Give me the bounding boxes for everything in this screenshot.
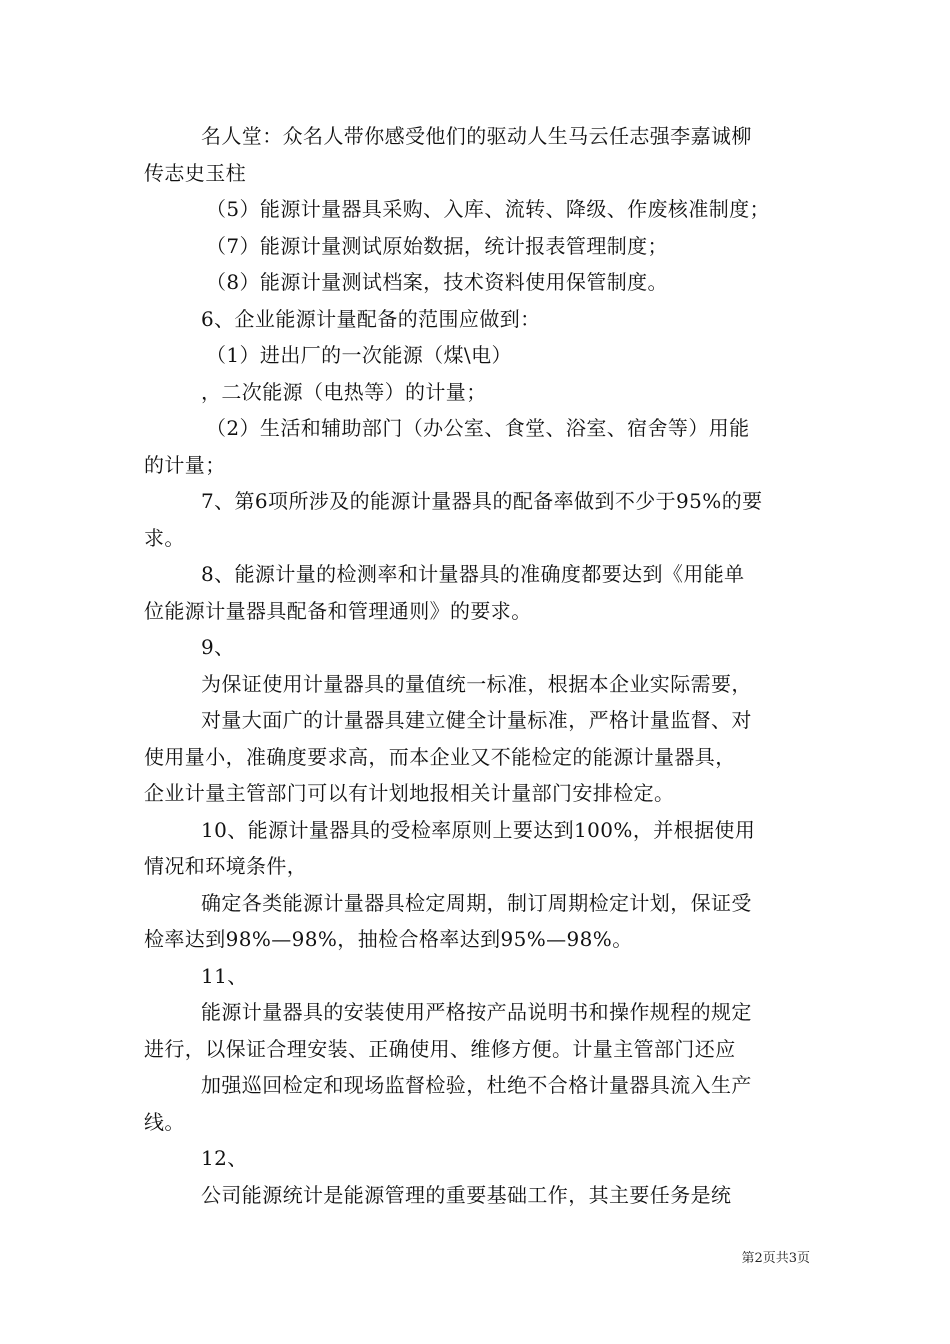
paragraph-line: 公司能源统计是能源管理的重要基础工作，其主要任务是统 xyxy=(201,1182,732,1207)
paragraph-line: 6、企业能源计量配备的范围应做到： xyxy=(201,306,541,331)
paragraph-line: 的计量； xyxy=(144,452,226,477)
paragraph-line: 加强巡回检定和现场监督检验，杜绝不合格计量器具流入生产 xyxy=(201,1073,752,1097)
paragraph-line: （5）能源计量器具采购、入库、流转、降级、作废核准制度； xyxy=(206,197,770,221)
document-body xyxy=(144,118,814,1213)
paragraph-line: 对量大面广的计量器具建立健全计量标准，严格计量监督、对 xyxy=(201,708,752,732)
paragraph-line: 能源计量器具的安装使用严格按产品说明书和操作规程的规定 xyxy=(201,1000,752,1024)
page-number-footer: 第2页共3页 xyxy=(741,1251,810,1266)
paragraph-line: 11、 xyxy=(201,963,248,988)
paragraph-line: 10、能源计量器具的受检率原则上要达到100%，并根据使用 xyxy=(201,817,756,842)
paragraph-line: 7、第6项所涉及的能源计量器具的配备率做到不少于95%的要 xyxy=(201,489,763,513)
paragraph-line: 传志史玉柱 xyxy=(144,160,246,185)
paragraph-line: 位能源计量器具配备和管理通则》的要求。 xyxy=(144,598,532,623)
paragraph-line: 求。 xyxy=(144,525,185,550)
paragraph-line: 使用量小，准确度要求高，而本企业又不能检定的能源计量器具， xyxy=(144,744,736,769)
paragraph-line: （8）能源计量测试档案，技术资料使用保管制度。 xyxy=(206,270,668,294)
paragraph-line: 情况和环境条件， xyxy=(144,854,308,878)
paragraph-line: 企业计量主管部门可以有计划地报相关计量部门安排检定。 xyxy=(144,781,675,805)
paragraph-line: 线。 xyxy=(144,1109,185,1134)
paragraph-line: （2）生活和辅助部门（办公室、食堂、浴室、宿舍等）用能 xyxy=(206,416,750,440)
paragraph-line: 12、 xyxy=(201,1146,248,1170)
paragraph-line: （1）进出厂的一次能源（煤\电） xyxy=(206,343,512,367)
paragraph-line: 8、能源计量的检测率和计量器具的准确度都要达到《用能单 xyxy=(201,562,745,586)
paragraph-line: 检率达到98%—98%，抽检合格率达到95%—98%。 xyxy=(144,927,633,951)
paragraph-line: 进行，以保证合理安装、正确使用、维修方便。计量主管部门还应 xyxy=(144,1036,736,1061)
paragraph-line: 9、 xyxy=(201,635,235,659)
paragraph-line: 确定各类能源计量器具检定周期，制订周期检定计划，保证受 xyxy=(201,890,752,915)
paragraph-line: （7）能源计量测试原始数据，统计报表管理制度； xyxy=(206,233,668,258)
paragraph-line: 为保证使用计量器具的量值统一标准，根据本企业实际需要， xyxy=(201,671,752,696)
paragraph-line: ，二次能源（电热等）的计量； xyxy=(201,379,487,404)
paragraph-line: 名人堂：众名人带你感受他们的驱动人生马云任志强李嘉诚柳 xyxy=(201,124,752,148)
